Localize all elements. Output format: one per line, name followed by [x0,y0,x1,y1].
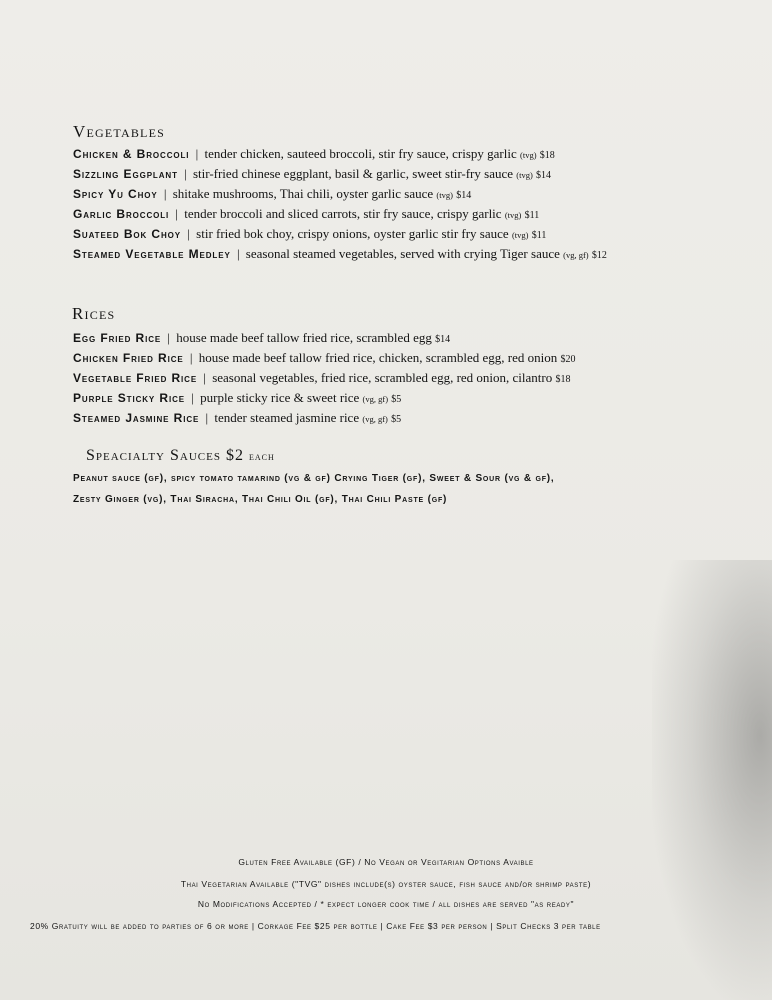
item-name: Vegetable Fried Rice [73,371,198,385]
sauces-heading [86,447,275,465]
item-price: $12 [591,250,607,261]
item-name: Egg Fried Rice [73,331,162,345]
item-diet-tag: (vg, gf) [563,250,589,260]
item-name: Steamed Jasmine Rice [73,411,200,425]
item-description: seasonal steamed vegetables, served with crying Tiger sauce [245,246,560,261]
item-diet-tag: (tvg) [520,150,537,160]
item-separator: | [236,246,240,261]
item-diet-tag: (tvg) [516,170,533,180]
menu-item [73,246,607,264]
footer-line-3: No Modifications Accepted / * expect longer cook time / all dishes are served "as ready" [197,899,575,909]
menu-item [73,330,450,348]
footer-line-1: Gluten Free Available (GF) / No Vegan or Vegitarian Options Avaible [238,857,534,867]
sauces-each: each [248,451,275,463]
menu-item [73,226,546,244]
item-separator: | [187,226,190,241]
item-separator: | [195,146,199,161]
item-description: stir-fried chinese eggplant, basil & garlic, sweet stir-fry sauce [192,166,513,181]
item-name: Steamed Vegetable Medley [73,247,231,261]
item-price: $11 [524,210,540,221]
item-name: Spicy Yu Choy [73,187,158,201]
menu-item [73,166,551,184]
item-description: purple sticky rice & sweet rice [200,390,360,405]
item-price: $5 [391,394,402,405]
item-separator: | [167,330,171,345]
item-description: tender broccoli and sliced carrots, stir fry sauce, crispy garlic [184,206,502,221]
item-name: Sizzling Eggplant [73,167,178,181]
item-name: Garlic Broccoli [73,207,170,221]
sauces-line-2: Zesty Ginger (vg), Thai Siracha, Thai Chili Oil (gf), Thai Chili Paste (gf) [73,494,448,505]
menu-item [73,370,570,388]
item-name: Suateed Bok Choy [73,227,182,241]
item-description: seasonal vegetables, fried rice, scrambled egg, red onion, cilantro [212,370,553,385]
item-diet-tag: (tvg) [504,210,522,220]
menu-item [73,206,539,224]
sauces-title: Speacialty Sauces $2 [86,447,244,464]
item-separator: | [175,206,179,221]
vegetables-heading: Vegetables [73,122,165,141]
item-diet-tag: (tvg) [436,190,453,200]
item-price: $14 [435,334,451,345]
item-description: stir fried bok choy, crispy onions, oyster garlic stir fry sauce [196,226,509,241]
item-price: $5 [391,414,402,425]
footer-line-2: Thai Vegetarian Available ("TVG" dishes include(s) oyster sauce, fish sauce and/or shrimp paste) [180,879,592,889]
item-separator: | [205,410,209,425]
item-price: $14 [456,190,472,201]
item-diet-tag: (vg, gf) [362,414,388,424]
item-separator: | [189,350,193,365]
rices-heading: Rices [72,304,116,323]
item-separator: | [163,186,167,201]
item-name: Chicken & Broccoli [73,147,190,161]
menu-item [73,186,471,204]
item-name: Chicken Fried Rice [73,351,184,365]
item-description: shitake mushrooms, Thai chili, oyster garlic sauce [172,186,434,201]
item-price: $14 [536,170,552,181]
photo-shadow [652,560,772,1000]
menu-item [73,350,575,368]
item-description: tender steamed jasmine rice [214,410,360,425]
menu-item [73,390,401,408]
item-diet-tag: (tvg) [511,230,529,240]
item-description: house made beef tallow fried rice, chicken, scrambled egg, red onion [198,350,558,365]
item-description: tender chicken, sauteed broccoli, stir fry sauce, crispy garlic [204,146,517,161]
item-diet-tag: (vg, gf) [362,394,389,404]
item-price: $18 [539,150,555,161]
menu-item [73,410,401,428]
item-separator: | [203,370,206,385]
item-price: $11 [531,230,547,241]
item-name: Purple Sticky Rice [73,391,185,405]
footer-line-4: 20% Gratuity will be added to parties of 6 or more | Corkage Fee $25 per bottle | Cake Fee $3 per person | Split Checks 3 per table [30,921,601,931]
item-description: house made beef tallow fried rice, scrambled egg [176,330,432,345]
item-separator: | [184,166,187,181]
item-price: $20 [560,354,576,365]
sauces-line-1: Peanut sauce (gf), spicy tomato tamarind (vg & gf) Crying Tiger (gf), Sweet & Sour (vg & gf), [73,473,555,484]
item-price: $18 [555,374,571,385]
menu-item [73,146,555,164]
item-separator: | [191,390,194,405]
